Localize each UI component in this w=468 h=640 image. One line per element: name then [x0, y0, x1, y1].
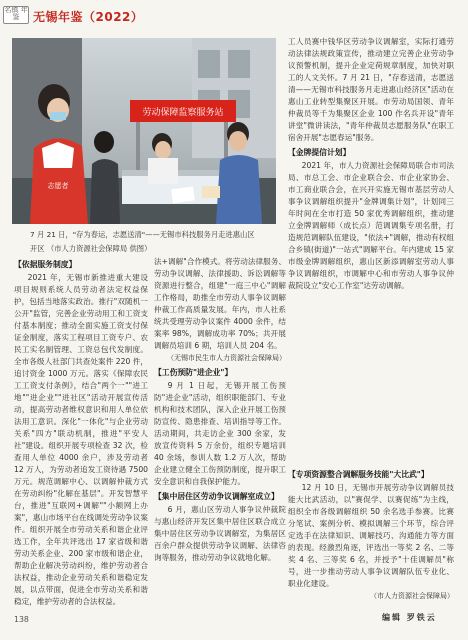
section-heading-text: 【依据服务制度】 — [14, 260, 77, 269]
yearbook-logo: 名镇 年鉴 — [3, 6, 29, 24]
section-heading-text: 【工伤预防"进企业"】 — [154, 368, 233, 377]
section-heading-text: 【专项资源整合调解服务技能"大比武"】 — [288, 470, 429, 479]
section-heading-text: 【集中居住区劳动争议调解室成立】 — [154, 492, 279, 501]
vest-text: 志愿者 — [47, 182, 69, 190]
event-photo — [12, 38, 276, 224]
booth-sign: 劳动保障监察服务站 — [142, 108, 224, 118]
paragraph: 6 月，惠山区劳动人事争议仲裁院与惠山经济开发区集中居住区联合成立集中居住区劳动争议调解室，为集居区百余户群众提供劳动争议调解、法律咨询等服务，推动劳动争议就地化解。 — [154, 505, 286, 562]
right-column-top — [288, 36, 454, 466]
paragraph: 12 月 10 日，无锡市开展劳动争议调解员技能大比武活动，以"赛促学、以赛促练"为主线，组织全市各级调解组织 50 余名选手参赛。比赛分笔试、案例分析、模拟调解三个环节，综合评定选手在法律知识、调解技巧、沟通能力等方面的表现。经激烈角逐，评选出一等奖 2 名、二等奖 4 名、三等奖 6 名，并授予"十佳调解员"称号，进一步推动劳动人事争议调解队伍专业化、职业化建设。 — [288, 483, 454, 588]
source-credit: （市人力资源社会保障局） — [370, 592, 454, 600]
book-title: 无锡年鉴（2022） — [33, 10, 144, 24]
paragraph: 法+调解"合作模式。将劳动法律服务、劳动争议调解、法律援助、诉讼调解等资源进行整合，组建"一庭三中心"调解工作格局，助推全市劳动人事争议调解仲裁工作高质量发展。年内，市人社系统共受理劳动争议案件 4000 余件，结案率 98%，调解成功率 70%；共开展调解员培训 6 期，培训人员 204 名。 — [154, 257, 286, 350]
section-heading-gold-mediator-plan — [288, 147, 454, 159]
page-header — [0, 0, 468, 30]
middle-column — [154, 256, 286, 608]
paragraph: 2021 年，无锡市新推进重大建设项目规则系统人员劳动者法定权益保护，包括当地落实政治。推行"双随机一公开"监管，完善企业劳动用工和工资支付基本制度；推动全面实施工资支付保证金制度，落实工程项目工资专户、农民工实名制管理、工资总包代发制度。全市各级人社部门共查处案件 220 件，追讨资金 1000 万元。落实《保障农民工工资支付条例》，结合"两个一""进工地""进企业""进社区"活动开展宣传活动，提高劳动者维权意识和用人单位依法用工意识。深化"一体化"与企业劳动关系"四方"联动机制，推进"平安人社"建设。组织开展专项检查 32 次，检查用人单位 4000 余户，涉及劳动者 12 万人，为劳动者追发工资待遇 7500 万元。规范调解中心、以调解仲裁方式在劳动纠纷"化解在基层"。开发智慧平台，推进"互联网+调解""小额网上办案"，惠山市场平台在线调处劳动争议案件。组织开展全市劳动关系和谐企业评选工作，全年共评选出 17 家省级和谐劳动关系企业、200 家市级和谐企业，帮助企业解决劳动纠纷，维护劳动者合法权益，推动企业劳动关系和谐稳定发展，以点带面，促进全市劳动关系和谐稳定，维护劳动者的合法权益。 — [14, 273, 148, 606]
source-credit: （无锡市民生市人力资源社会保障局） — [167, 354, 286, 362]
paragraph: 9 月 1 日起，无锡开展工伤预防"进企业"活动，组织职能部门、专业机构和技术团队，深入企业开展工伤预防宣传、隐患排查、培训指导等工作。活动期间，共走访企业 300 余家，发放宣传资料 5 万余份，组织专题培训 40 余场，参训人数 1.2 万人次，帮助企业建立健全工伤预防制度，提升职工安全意识和自我保护能力。 — [154, 381, 286, 486]
photo-illustration — [12, 38, 276, 224]
section-heading-text: 【金牌提信计划】 — [288, 148, 351, 157]
left-column — [14, 256, 148, 608]
page-number: 138 — [14, 615, 29, 624]
section-heading-service — [14, 259, 148, 271]
photo-caption — [30, 228, 308, 256]
caption-line-2: 开区 （市人力资源社会保障局 供图） — [30, 244, 152, 253]
section-heading-mediation-room — [154, 491, 286, 503]
paragraph: 2021 年，市人力资源社会保障局联合市司法局、市总工会、市企业联合会、市企业家协会、市工商业联合会，在兴开实施无锡市基层劳动人事争议调解组织提升"金牌调集计划"，计划同三年时间在全市打造 50 家优秀调解组织，推动建立金牌调解师（成长点）范调调集专项名册，打造规范调解队伍建设，"依法+"调解，推动有权组合乡镇(街道)"一站式"调解平台。年内建成 15 家市级金牌调解组织，惠山区新添调解室劳动人事争议调解组织，市调解中心和市劳动人事争议仲裁院设立"安心工作室"达劳动调解。 — [288, 161, 454, 290]
right-column-bottom — [288, 466, 454, 610]
section-heading-skills-contest — [288, 469, 454, 481]
section-heading-injury-prevention — [154, 367, 286, 379]
editor-byline: 编辑 罗铁云 — [382, 613, 437, 622]
paragraph: 工人员赛中钱华区劳动争议调解室，实际打通劳动法律法规政策宣传，推动建立完善企业劳动争议预警机制，提升企业定荷规章制度，加快对职工的人文关怀。7 月 21 日，"存春送清，志愿送清——无锡市科技服务月走进惠山经济区"活动在惠山工业转型集聚区开展。市劳动局国领、青年仲裁员等千为集聚区企业 100 作名兵开设"青年讲堂"微讲读法，"青年仲裁员志愿服务队"在职工宿舍开展"志愿春运"服务。 — [288, 37, 454, 142]
caption-line-1: 7 月 21 日，"存为春运，志愿送清"——无锡市科技服务月走进惠山区 — [30, 230, 255, 239]
